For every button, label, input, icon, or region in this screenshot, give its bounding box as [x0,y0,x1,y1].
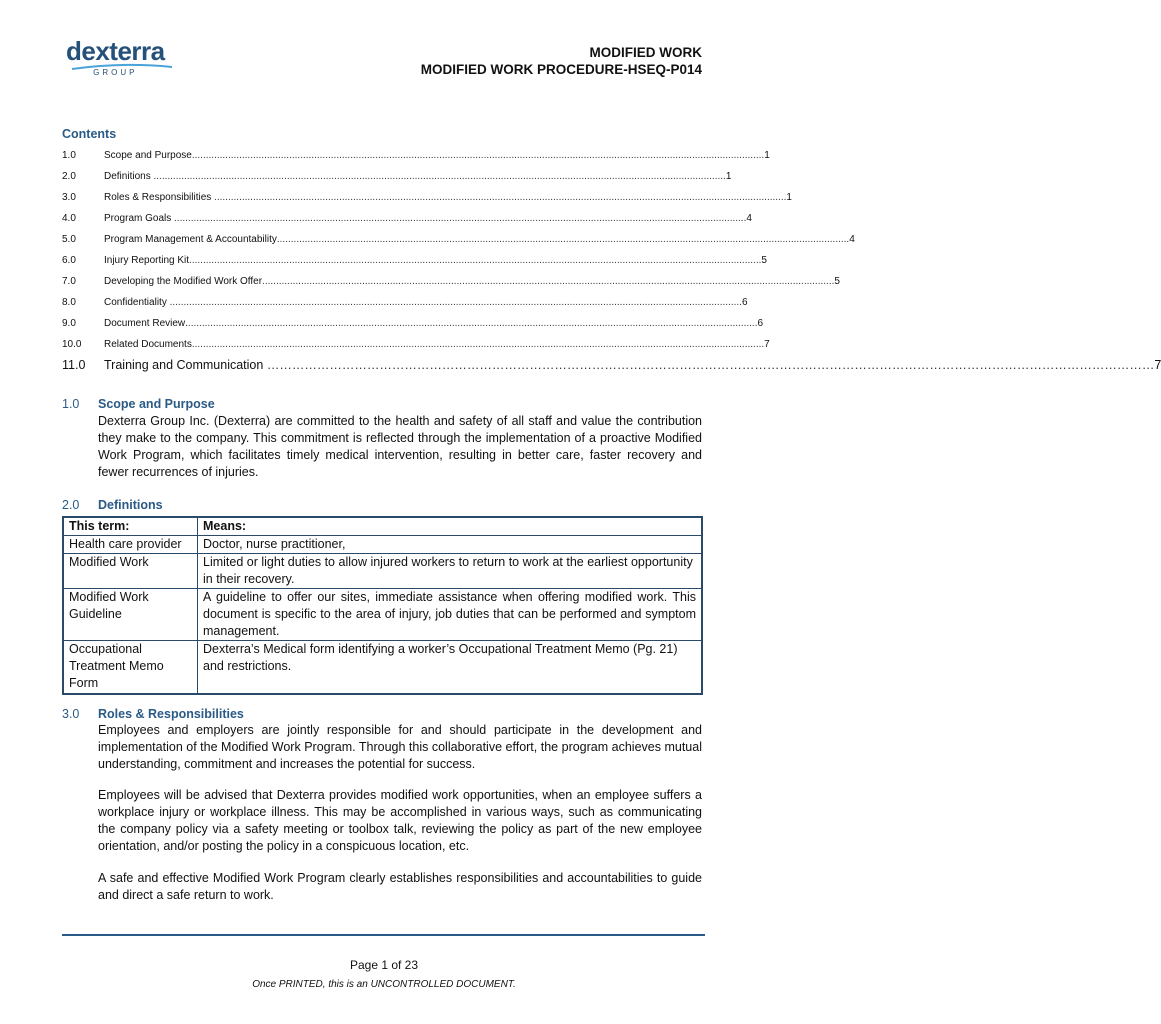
section-number: 2.0 [62,498,80,512]
toc-entry-10[interactable] [62,334,770,355]
toc-number: 6.0 [62,255,76,266]
definitions-table [62,516,703,695]
footer-divider [62,934,705,936]
column-header-meaning: Means: [198,517,703,536]
toc-label: Developing the Modified Work Offer [104,276,263,287]
column-header-term: This term: [63,517,198,536]
page-number: Page 1 of 23 [349,958,419,972]
toc-page: 4 [746,213,752,224]
table-row [63,536,702,554]
term-cell: Modified Work [63,554,198,589]
table-row [63,589,702,641]
toc-label: Document Review [104,318,186,329]
toc-number: 4.0 [62,213,76,224]
section-number: 3.0 [62,707,80,721]
table-of-contents [62,145,1161,376]
section-heading-definitions [62,498,163,512]
toc-leader: .............................................................................................................................................................................................................. [262,276,835,287]
toc-number: 10.0 [62,339,82,350]
toc-number: 3.0 [62,192,76,203]
toc-leader: .............................................................................................................................................................................................................. [150,171,726,182]
toc-number: 9.0 [62,318,76,329]
toc-leader: .............................................................................................................................................................................................................. [189,255,762,266]
meaning-cell: Doctor, nurse practitioner, [198,536,703,554]
toc-number: 2.0 [62,171,76,182]
section-title: Roles & Responsibilities [98,707,244,721]
scope-paragraph: Dexterra Group Inc. (Dexterra) are committed to the health and safety of all staff and value the contribution they make to the company. This commitment is reflected through the implementation of a proactive Modified Work Program, which facilitates timely medical intervention, resulting in better care, faster recovery and fewer recurrences of injuries. [98,414,702,479]
uncontrolled-notice: Once PRINTED, this is an UNCONTROLLED DOCUMENT. [252,979,516,990]
toc-label: Program Goals [104,213,172,224]
toc-leader: .............................................................................................................................................................................................................. [171,213,747,224]
term-cell: Health care provider [63,536,198,554]
toc-leader: .............................................................................................................................................................................................................. [211,192,787,203]
toc-label: Confidentiality [104,297,167,308]
toc-number: 8.0 [62,297,76,308]
contents-heading: Contents [62,127,117,141]
toc-leader: .............................................................................................................................................................................................................. [185,318,758,329]
toc-page: 1 [725,171,732,182]
toc-page: 5 [834,276,840,287]
toc-label: Program Management & Accountability [104,234,277,245]
header-title: MODIFIED WORK [589,45,702,60]
toc-page: 1 [786,192,792,203]
section-title: Scope and Purpose [98,397,215,411]
document-header [421,44,702,78]
toc-page: 4 [849,234,855,245]
toc-entry-8[interactable] [62,292,748,313]
toc-entry-6[interactable] [62,250,767,271]
table-row [63,641,702,694]
toc-leader: .............................................................................................................................................................................................................. [166,297,742,308]
meaning-cell: Dexterra’s Medical form identifying a worker’s Occupational Treatment Memo (Pg. 21) and restrictions. [198,641,703,694]
toc-label: Definitions [104,171,151,182]
toc-entry-2[interactable] [62,166,732,187]
toc-entry-11[interactable] [62,355,1161,376]
roles-paragraph-3: A safe and effective Modified Work Program clearly establishes responsibilities and accountabilities to guide and direct a safe return to work. [98,871,702,902]
toc-page: 1 [764,150,770,161]
toc-page: 7 [764,339,770,350]
meaning-cell: A guideline to offer our sites, immediate assistance when offering modified work. This document is specific to the area of injury, job duties that can be performed and symptom management. [198,589,703,641]
section-title: Definitions [98,498,163,512]
toc-label: Injury Reporting Kit [104,255,190,266]
toc-label: Related Documents [104,339,192,350]
section-heading-roles [62,707,244,721]
roles-paragraph-1: Employees and employers are jointly responsible for and should participate in the development and implementation of the Modified Work Program. Through this collaborative effort, the program achieves mutual understanding, commitment and increases the potential for success. [98,723,702,771]
toc-number: 11.0 [62,358,86,372]
toc-page: 5 [761,255,767,266]
toc-leader: .............................................................................................................................................................................................................. [276,234,850,245]
toc-leader: .............................................................................................................................................................................................................. [191,339,765,350]
toc-number: 5.0 [62,234,76,245]
meaning-cell: Limited or light duties to allow injured workers to return to work at the earliest opportunity in their recovery. [198,554,703,589]
table-row [63,554,702,589]
logo-group-text: GROUP [93,68,138,77]
toc-entry-4[interactable] [62,208,752,229]
roles-paragraph-2: Employees will be advised that Dexterra provides modified work opportunities, when an employee suffers a workplace injury or workplace illness. This may be accomplished in various ways, such as communicating the company policy via a safety meeting or toolbox talk, reviewing the policy as part of the new employee orientation, and/or posting the policy in a conspicuous location, etc. [98,788,702,853]
toc-page: 6 [741,297,748,308]
logo-swoosh-icon [70,63,174,71]
toc-entry-5[interactable] [62,229,855,250]
toc-label: Roles & Responsibilities [104,192,212,203]
term-cell: Occupational Treatment Memo Form [63,641,198,694]
toc-entry-3[interactable] [62,187,792,208]
toc-number: 7.0 [62,276,76,287]
toc-label: Training and Communication [104,358,264,372]
table-header-row [63,517,702,536]
section-heading-scope [62,397,215,411]
section-number: 1.0 [62,397,80,411]
toc-number: 1.0 [62,150,76,161]
toc-page: 7 [1154,358,1161,372]
toc-label: Scope and Purpose [104,150,192,161]
toc-entry-1[interactable] [62,145,770,166]
term-cell: Modified Work Guideline [63,589,198,641]
toc-page: 6 [757,318,764,329]
toc-entry-7[interactable] [62,271,840,292]
logo-wordmark: dexterra [66,36,165,66]
toc-leader: .............................................................................................................................................................................................................. [191,150,765,161]
dexterra-logo [66,38,165,77]
toc-leader: …………………………………………………………………………………………………………………………………………………………………………………………… [263,358,1155,372]
toc-entry-9[interactable] [62,313,764,334]
header-subtitle: MODIFIED WORK PROCEDURE-HSEQ-P014 [420,62,702,77]
